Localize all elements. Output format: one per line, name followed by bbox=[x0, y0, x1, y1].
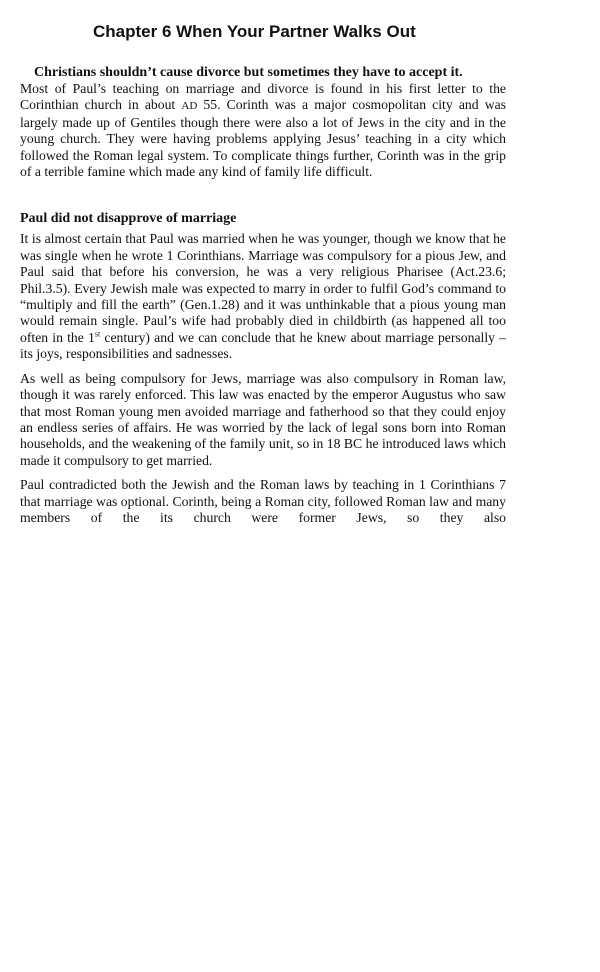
intro-era: AD bbox=[181, 100, 198, 113]
intro-paragraph bbox=[20, 81, 506, 180]
section-heading: Paul did not disapprove of marriage bbox=[20, 211, 237, 227]
document-page bbox=[20, 22, 506, 526]
p1-text-part1: It is almost certain that Paul was married when he was younger, though we know that he was single when he wrote 1 Corinthians. Marriage was compulsory for a pious Jew, and Paul said that before his conversion, he was a very religious Pharisee (Act.23.6; Phil.3.5). Every Jewish male was expected to marry in order to fulfil God’s command to “multiply and fill the earth” (Gen.1.28) and it was unthinkable that a pious young man would remain single. Paul’s wife had probably died in childbirth (as happened all too often in the 1 bbox=[20, 231, 506, 345]
intro-text-part2: 55. Corinth was a major cosmopolitan city and was largely made up of Gentiles though there were also a lot of Jews in the city and in the young church. They were having problems applying Jesus’ teaching in a city which followed the Roman legal system. To complicate things further, Corinth was in the grip of a terrible famine which made any kind of family life difficult. bbox=[20, 97, 507, 180]
ordinal-superscript: st bbox=[94, 329, 101, 339]
body-paragraph-1 bbox=[20, 231, 506, 362]
chapter-subtitle: Christians shouldn’t cause divorce but sometimes they have to accept it. bbox=[34, 65, 463, 80]
intro-text-part1: Most of Paul’s teaching on marriage and divorce is found in his first letter to the Corinthian church in about bbox=[20, 81, 506, 113]
p1-text-part2: century) and we can conclude that he knew about marriage personally – its joys, responsibilities and sadnesses. bbox=[20, 329, 506, 362]
body-paragraph-2: As well as being compulsory for Jews, marriage was also compulsory in Roman law, though it was rarely enforced. This law was enacted by the emperor Augustus who saw that most Roman young men avoided marriage and fatherhood so that they could enjoy an endless series of affairs. He was worried by the lack of legal sons born into Roman households, and the weakening of the family unit, so in 18 BC he introduced laws which made it compulsory to get married. bbox=[20, 370, 506, 468]
body-paragraph-3: Paul contradicted both the Jewish and the Roman laws by teaching in 1 Corinthians 7 that marriage was optional. Corinth, being a Roman city, followed Roman law and many members of the its church were former Jews, so they also bbox=[20, 477, 506, 525]
chapter-title: Chapter 6 When Your Partner Walks Out bbox=[93, 22, 416, 41]
